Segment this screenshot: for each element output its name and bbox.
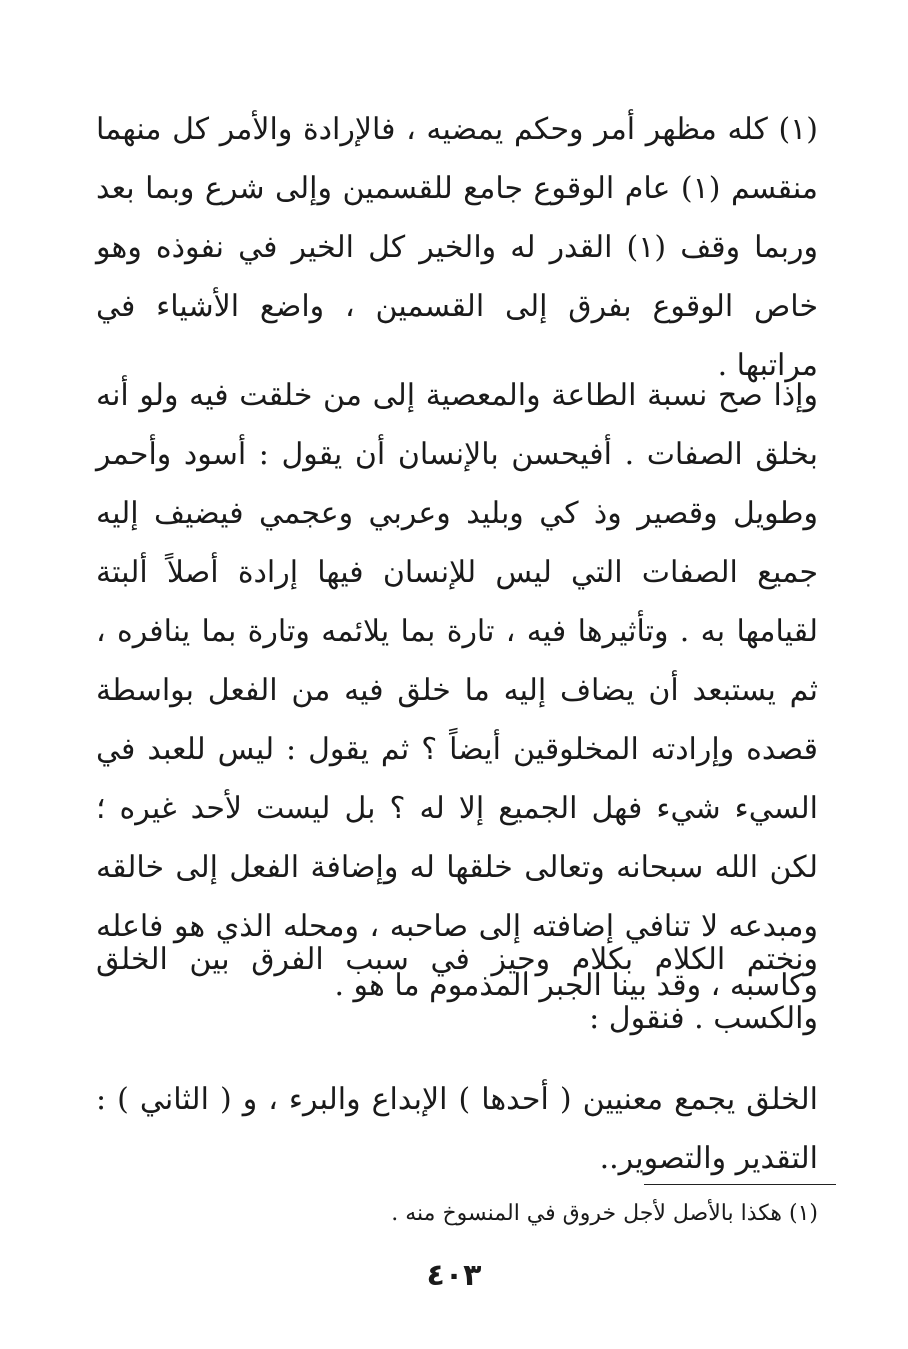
body-paragraph-3: ونختم الكلام بكلام وجيز في سبب الفرق بين الخلق والكسب . فنقول : — [96, 942, 818, 1036]
body-paragraph-4: الخلق يجمع معنيين ( أحدها ) الإبداع والبرء ، و ( الثاني ) : التقدير والتصوير.. — [96, 1082, 818, 1176]
body-paragraph-1: (١) كله مظهر أمر وحكم يمضيه ، فالإرادة والأمر كل منهما منقسم (١) عام الوقوع جامع للقسمين وإلى شرع وبما بعد وربما وقف (١) القدر له والخير كل الخير في نفوذه وهو خاص الوقوع بفرق إلى القسمين ، واضع الأشياء في مراتبها . — [96, 112, 818, 383]
page-number: ٤٠٣ — [426, 1258, 482, 1293]
footnote: (١) هكذا بالأصل لأجل خروق في المنسوخ منه . — [391, 1201, 818, 1226]
footnote-divider — [644, 1184, 836, 1185]
body-paragraph-2: وإذا صح نسبة الطاعة والمعصية إلى من خلقت فيه ولو أنه بخلق الصفات . أفيحسن بالإنسان أن يقول : أسود وأحمر وطويل وقصير وذ كي وبليد وعربي وعجمي فيضيف إليه جميع الصفات التي ليس للإنسان فيها إرادة أصلاً ألبتة لقيامها به . وتأثيرها فيه ، تارة بما يلائمه وتارة بما ينافره ، ثم يستبعد أن يضاف إليه ما خلق فيه من الفعل بواسطة قصده وإرادته المخلوقين أيضاً ؟ ثم يقول : ليس للعبد في السيء شيء فهل الجميع إلا له ؟ بل ليست لأحد غيره ؛ لكن الله سبحانه وتعالى خلقها له وإضافة الفعل إلى خالقه ومبدعه لا تنافي إضافته إلى صاحبه ، ومحله الذي هو فاعله وكاسبه ، وقد بينا الجبر المذموم ما هو . — [96, 378, 818, 1003]
